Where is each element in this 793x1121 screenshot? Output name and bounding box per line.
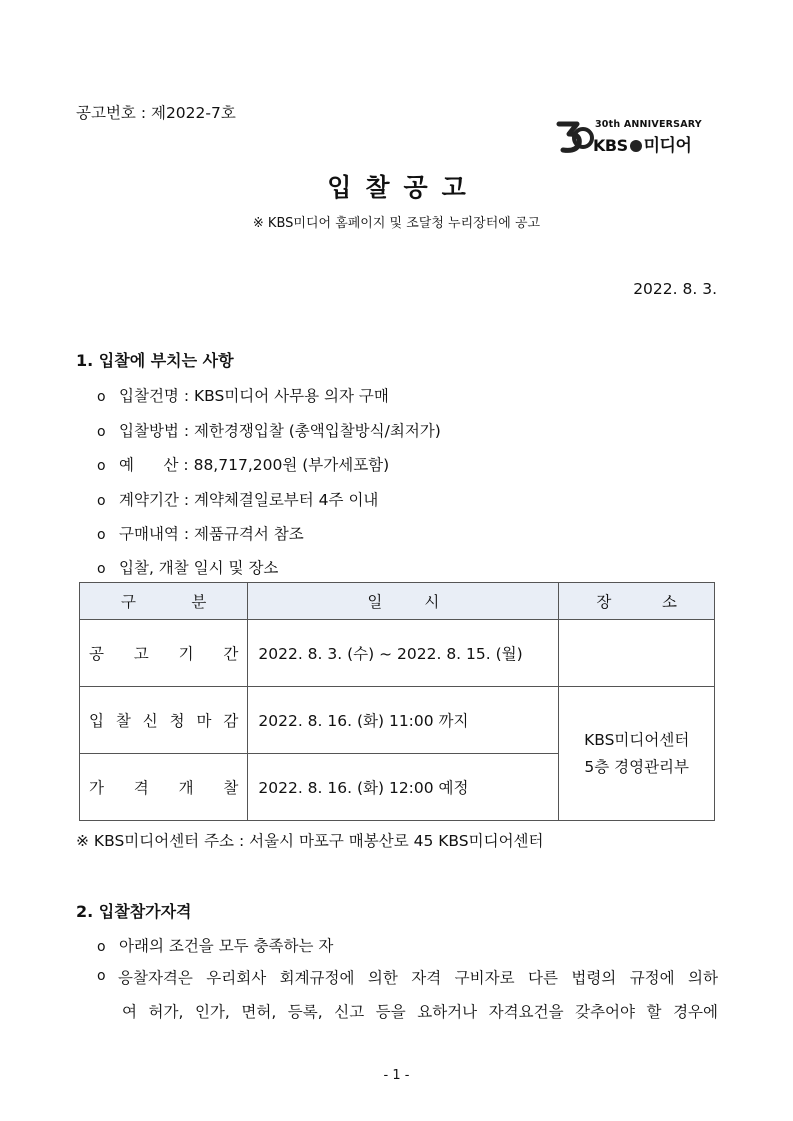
- item-text: 입찰건명 : KBS미디어 사무용 의자 구매: [119, 387, 389, 405]
- row-datetime: 2022. 8. 16. (화) 12:00 예정: [248, 754, 559, 821]
- section1-item: [97, 384, 389, 406]
- section1-item: [97, 419, 441, 441]
- section1-item: [97, 488, 378, 510]
- logo-brand-text: [593, 131, 691, 156]
- header-place: 장 소: [559, 583, 715, 620]
- item-text: 아래의 조건을 모두 충족하는 자: [119, 937, 334, 955]
- section2-item-line2: 여 허가, 인가, 면허, 등록, 신고 등을 요하거나 자격요건을 갖추어야 할 경우에: [122, 1003, 718, 1021]
- bullet-icon: o: [97, 424, 106, 440]
- bullet-icon: o: [97, 939, 106, 955]
- row-datetime: 2022. 8. 16. (화) 11:00 까지: [248, 687, 559, 754]
- section1-heading: 1. 입찰에 부치는 사항: [76, 351, 234, 370]
- item-text: 입찰, 개찰 일시 및 장소: [119, 559, 279, 577]
- section1-item: [97, 453, 389, 475]
- bullet-icon: o: [97, 527, 106, 543]
- bullet-icon: o: [97, 389, 106, 405]
- row-label: 입 찰 신 청 마 감: [80, 687, 248, 754]
- anniversary-30-logo-mark: [555, 118, 595, 154]
- document-date: 2022. 8. 3.: [633, 280, 717, 298]
- notice-number: 공고번호 : 제2022-7호: [76, 104, 236, 122]
- header-category: 구 분: [80, 583, 248, 620]
- section2-item-bullet: [97, 966, 119, 984]
- section1-item: [97, 556, 278, 578]
- row-label: 공 고 기 간: [80, 620, 248, 687]
- section2-heading: 2. 입찰참가자격: [76, 902, 192, 921]
- bullet-icon: o: [97, 493, 106, 509]
- section1-item: [97, 522, 304, 544]
- section2-item-line1: 응찰자격은 우리회사 회계규정에 의한 자격 구비자로 다른 법령의 규정에 의하: [118, 969, 718, 987]
- section2-item: [97, 934, 333, 956]
- row-label: 가 격 개 찰: [80, 754, 248, 821]
- kbs-media-30th-logo: [555, 118, 720, 154]
- logo-media: 미디어: [643, 136, 692, 156]
- document-title: 입찰공고: [327, 173, 480, 202]
- address-note: ※ KBS미디어센터 주소 : 서울시 마포구 매봉산로 45 KBS미디어센터: [76, 832, 544, 850]
- header-datetime: 일 시: [248, 583, 559, 620]
- logo-anniversary-text: 30th ANNIVERSARY: [595, 119, 702, 130]
- bullet-icon: o: [97, 561, 106, 577]
- table-row: [80, 620, 715, 687]
- row-datetime: 2022. 8. 3. (수) ~ 2022. 8. 15. (월): [248, 620, 559, 687]
- place-line: KBS미디어센터: [584, 730, 690, 749]
- row-place: [559, 687, 715, 821]
- document-subtitle: ※ KBS미디어 홈페이지 및 조달청 누리장터에 공고: [252, 216, 541, 231]
- bid-schedule-table: [79, 582, 715, 821]
- bullet-icon: o: [97, 458, 106, 474]
- item-text: 계약기간 : 계약체결일로부터 4주 이내: [119, 491, 379, 509]
- page-number: - 1 -: [383, 1068, 410, 1083]
- table-row: [80, 687, 715, 754]
- place-line: 5층 경영관리부: [584, 757, 689, 776]
- item-text: 구매내역 : 제품규격서 참조: [119, 525, 304, 543]
- item-text: 예 산 : 88,717,200원 (부가세포함): [119, 456, 390, 474]
- table-header-row: [80, 583, 715, 620]
- row-place-empty: [559, 620, 715, 687]
- logo-dot-icon: [630, 140, 642, 152]
- bullet-icon: o: [97, 968, 106, 984]
- logo-kbs: KBS: [593, 136, 628, 155]
- item-text: 입찰방법 : 제한경쟁입찰 (총액입찰방식/최저가): [119, 422, 441, 440]
